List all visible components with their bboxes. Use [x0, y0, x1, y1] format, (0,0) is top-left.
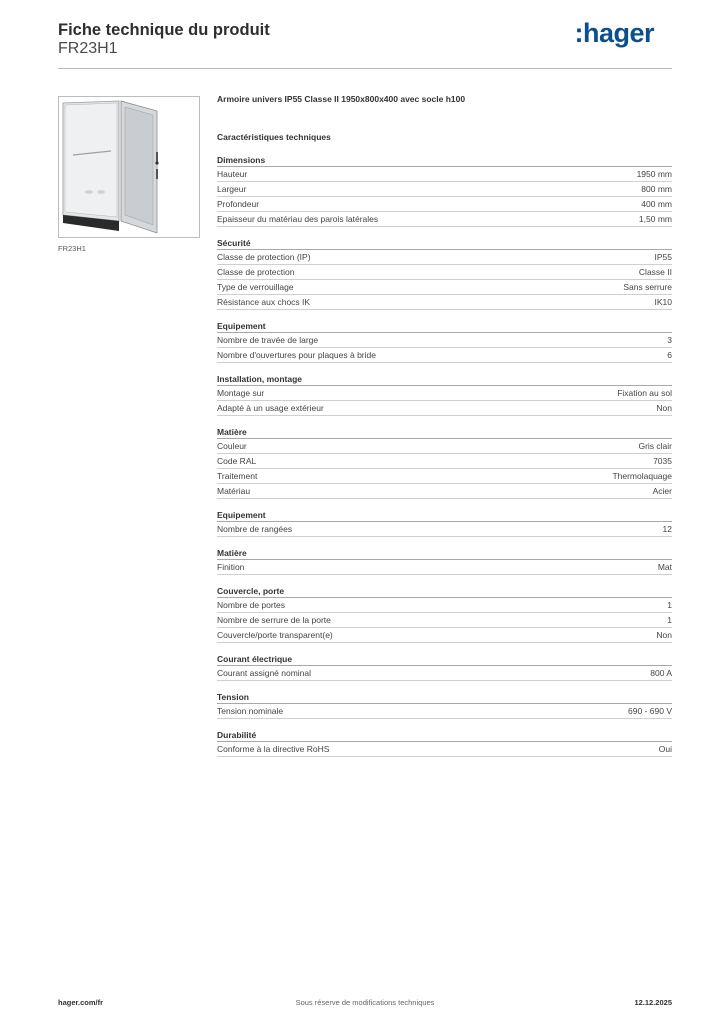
spec-label: Courant assigné nominal: [217, 668, 312, 678]
spec-value: 1950 mm: [636, 169, 672, 179]
spec-group: [217, 426, 672, 499]
cabinet-illustration: [59, 97, 199, 237]
product-name: Armoire univers IP55 Classe II 1950x800x400 avec socle h100: [217, 94, 466, 104]
spec-row: [217, 742, 672, 757]
spec-row: [217, 280, 672, 295]
spec-value: 400 mm: [641, 199, 672, 209]
spec-group-title: Installation, montage: [217, 373, 672, 386]
spec-value: 1: [667, 615, 672, 625]
spec-group: [217, 585, 672, 643]
spec-group: [217, 509, 672, 537]
hager-logo: :hager: [574, 18, 654, 48]
spec-label: Type de verrouillage: [217, 282, 294, 292]
spec-group-title: Equipement: [217, 320, 672, 333]
spec-value: Non: [656, 403, 672, 413]
spec-label: Tension nominale: [217, 706, 284, 716]
spec-value: Fixation au sol: [617, 388, 672, 398]
product-image: [58, 96, 200, 238]
spec-label: Classe de protection (IP): [217, 252, 311, 262]
spec-group-title: Couvercle, porte: [217, 585, 672, 598]
spec-groups: [217, 154, 672, 757]
spec-label: Largeur: [217, 184, 247, 194]
spec-group: [217, 691, 672, 719]
spec-group: [217, 320, 672, 363]
spec-value: IP55: [654, 252, 672, 262]
spec-value: 7035: [653, 456, 672, 466]
spec-label: Code RAL: [217, 456, 257, 466]
spec-row: [217, 598, 672, 613]
spec-group-title: Sécurité: [217, 237, 672, 250]
spec-row: [217, 401, 672, 416]
spec-group: [217, 373, 672, 416]
spec-label: Classe de protection: [217, 267, 295, 277]
spec-row: [217, 265, 672, 280]
spec-row: [217, 295, 672, 310]
spec-row: [217, 704, 672, 719]
spec-value: 6: [667, 350, 672, 360]
document-title: Fiche technique du produit: [58, 21, 270, 39]
spec-row: [217, 454, 672, 469]
spec-label: Couvercle/porte transparent(e): [217, 630, 333, 640]
spec-value: Mat: [657, 562, 672, 572]
spec-label: Nombre de portes: [217, 600, 286, 610]
spec-group-title: Courant électrique: [217, 653, 672, 666]
spec-row: [217, 182, 672, 197]
spec-row: [217, 386, 672, 401]
spec-value: Acier: [652, 486, 672, 496]
spec-value: 800 A: [650, 668, 672, 678]
spec-value: 3: [667, 335, 672, 345]
spec-row: [217, 560, 672, 575]
spec-label: Finition: [217, 562, 245, 572]
spec-value: Gris clair: [638, 441, 672, 451]
spec-row: [217, 628, 672, 643]
spec-label: Nombre de rangées: [217, 524, 293, 534]
spec-value: Classe II: [638, 267, 672, 277]
spec-group: [217, 154, 672, 227]
header-divider: [58, 68, 672, 69]
spec-value: Thermolaquage: [612, 471, 672, 481]
product-reference: FR23H1: [58, 40, 118, 57]
document-date: 12.12.2025: [634, 998, 672, 1007]
spec-group: [217, 729, 672, 757]
spec-label: Hauteur: [217, 169, 248, 179]
spec-label: Profondeur: [217, 199, 260, 209]
spec-value: IK10: [654, 297, 672, 307]
spec-value: 690 - 690 V: [628, 706, 672, 716]
spec-row: [217, 333, 672, 348]
spec-label: Nombre d'ouvertures pour plaques à bride: [217, 350, 376, 360]
spec-label: Montage sur: [217, 388, 265, 398]
spec-value: 12: [662, 524, 672, 534]
spec-value: Sans serrure: [623, 282, 672, 292]
spec-group-title: Durabilité: [217, 729, 672, 742]
spec-label: Couleur: [217, 441, 247, 451]
spec-row: [217, 197, 672, 212]
page-header: [58, 20, 672, 70]
spec-row: [217, 522, 672, 537]
spec-value: 1: [667, 600, 672, 610]
spec-row: [217, 212, 672, 227]
image-caption: FR23H1: [58, 244, 86, 253]
spec-group: [217, 237, 672, 310]
spec-value: 1,50 mm: [638, 214, 672, 224]
spec-label: Nombre de travée de large: [217, 335, 319, 345]
spec-group-title: Matière: [217, 426, 672, 439]
spec-value: Non: [656, 630, 672, 640]
spec-group-title: Dimensions: [217, 154, 672, 167]
spec-row: [217, 348, 672, 363]
spec-label: Adapté à un usage extérieur: [217, 403, 324, 413]
spec-label: Traitement: [217, 471, 258, 481]
spec-row: [217, 484, 672, 499]
spec-group-title: Tension: [217, 691, 672, 704]
website-link[interactable]: hager.com/fr: [58, 998, 104, 1007]
spec-label: Matériau: [217, 486, 251, 496]
spec-group: [217, 653, 672, 681]
spec-value: Oui: [658, 744, 672, 754]
spec-group: [217, 547, 672, 575]
spec-row: [217, 469, 672, 484]
specifications: [217, 92, 672, 757]
spec-row: [217, 439, 672, 454]
spec-label: Résistance aux chocs IK: [217, 297, 311, 307]
section-title: Caractéristiques techniques: [217, 132, 331, 142]
spec-label: Epaisseur du matériau des parois latérales: [217, 214, 379, 224]
spec-row: [217, 167, 672, 182]
spec-label: Conforme à la directive RoHS: [217, 744, 330, 754]
spec-row: [217, 666, 672, 681]
spec-value: 800 mm: [641, 184, 672, 194]
spec-row: [217, 250, 672, 265]
spec-group-title: Matière: [217, 547, 672, 560]
spec-label: Nombre de serrure de la porte: [217, 615, 331, 625]
spec-group-title: Equipement: [217, 509, 672, 522]
disclaimer: Sous réserve de modifications techniques: [295, 998, 435, 1007]
spec-row: [217, 613, 672, 628]
